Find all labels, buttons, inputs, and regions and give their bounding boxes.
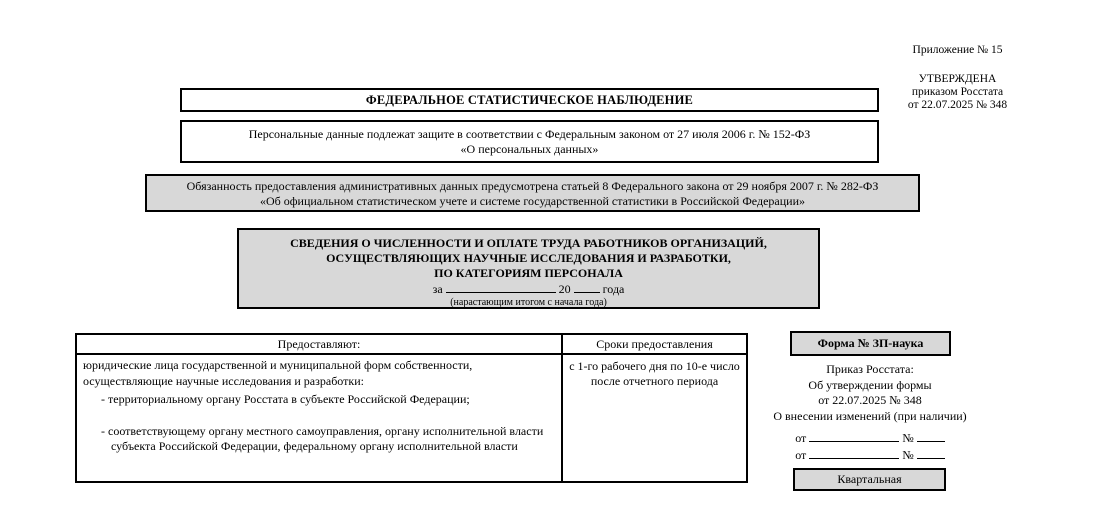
personal-data-notice [180, 120, 879, 163]
period-suffix: года [602, 282, 625, 296]
approved-by: приказом Росстата [911, 86, 1004, 98]
appendix-number: Приложение № 15 [912, 44, 1003, 56]
subject-title-line3: ПО КАТЕГОРИЯМ ПЕРСОНАЛА [434, 266, 623, 280]
subject-title-line1: СВЕДЕНИЯ О ЧИСЛЕННОСТИ И ОПЛАТЕ ТРУДА РАБОТНИКОВ ОРГАНИЗАЦИЙ, [290, 236, 767, 250]
period-century: 20 [558, 282, 571, 296]
table-body-row [77, 355, 746, 481]
amendments-label: О внесении изменений (при наличии) [773, 408, 967, 423]
amendment-date-blank-1 [809, 431, 899, 442]
document-title-box [180, 88, 879, 112]
deadline-line1: с 1-го рабочего дня по 10-е число [569, 359, 740, 373]
obligation-line2: «Об официальном статистическом учете и системе государственной статистики в Российской Федерации» [259, 194, 805, 208]
approved-date: от 22.07.2025 № 348 [907, 99, 1008, 111]
number-label-1: № [902, 431, 914, 445]
providers-item-2: - соответствующему органу местного самоуправления, органу исполнительной власти субъекта Российской Федерации, федеральному органу исполнительной власти [101, 423, 544, 453]
from-label-1: от [795, 431, 807, 445]
order-block [760, 362, 980, 463]
subject-title-line2: ОСУЩЕСТВЛЯЮЩИХ НАУЧНЫЕ ИССЛЕДОВАНИЯ И РАЗРАБОТКИ, [326, 251, 731, 265]
year-blank [574, 282, 600, 293]
providers-header-cell: Предоставляют: [77, 335, 563, 353]
providers-intro-line2: осуществляющие научные исследования и разработки: [83, 373, 364, 388]
providers-table [75, 333, 748, 483]
obligation-notice [145, 174, 920, 212]
deadline-line2: после отчетного периода [590, 374, 719, 388]
providers-cell [77, 355, 563, 481]
personal-data-line2: «О персональных данных» [460, 142, 599, 156]
form-number-box [790, 331, 951, 356]
amendment-number-blank-2 [917, 448, 945, 459]
cumulative-note: (нарастающим итогом с начала года) [450, 297, 607, 308]
period-blank [446, 282, 556, 293]
amendment-line-2 [760, 448, 980, 464]
periodicity-label: Квартальная [837, 472, 902, 486]
table-header-row [77, 335, 746, 355]
period-prefix: за [432, 282, 443, 296]
approval-block [880, 44, 1035, 112]
order-line3: от 22.07.2025 № 348 [818, 393, 922, 407]
periodicity-box [793, 468, 946, 491]
amendment-number-blank-1 [917, 431, 945, 442]
from-label-2: от [795, 447, 807, 462]
providers-item-1: - территориальному органу Росстата в субъекте Российской Федерации; [101, 392, 470, 406]
document-title: ФЕДЕРАЛЬНОЕ СТАТИСТИЧЕСКОЕ НАБЛЮДЕНИЕ [365, 92, 694, 107]
deadline-header-cell: Сроки предоставления [596, 336, 713, 351]
form-subject-box [237, 228, 820, 309]
providers-intro-line1: юридические лица государственной и муниципальной форм собственности, [83, 358, 473, 372]
amendment-date-blank-2 [809, 448, 899, 459]
form-number-label: Форма № ЗП-наука [817, 336, 924, 350]
obligation-line1: Обязанность предоставления административных данных предусмотрена статьей 8 Федерального закона от 29 ноября 2007 г. № 282-ФЗ [186, 179, 879, 193]
approval-stamp [880, 73, 1035, 112]
order-line2: Об утверждении формы [808, 377, 932, 392]
personal-data-line1: Персональные данные подлежат защите в соответствии с Федеральным законом от 27 июля 2006 г. № 152-ФЗ [248, 127, 811, 141]
number-label-2: № [902, 447, 914, 462]
order-title: Приказ Росстата: [826, 362, 914, 376]
deadline-cell [563, 355, 746, 481]
amendment-line-1 [760, 431, 980, 447]
approved-label: УТВЕРЖДЕНА [918, 73, 997, 85]
reporting-period-line [239, 282, 818, 297]
